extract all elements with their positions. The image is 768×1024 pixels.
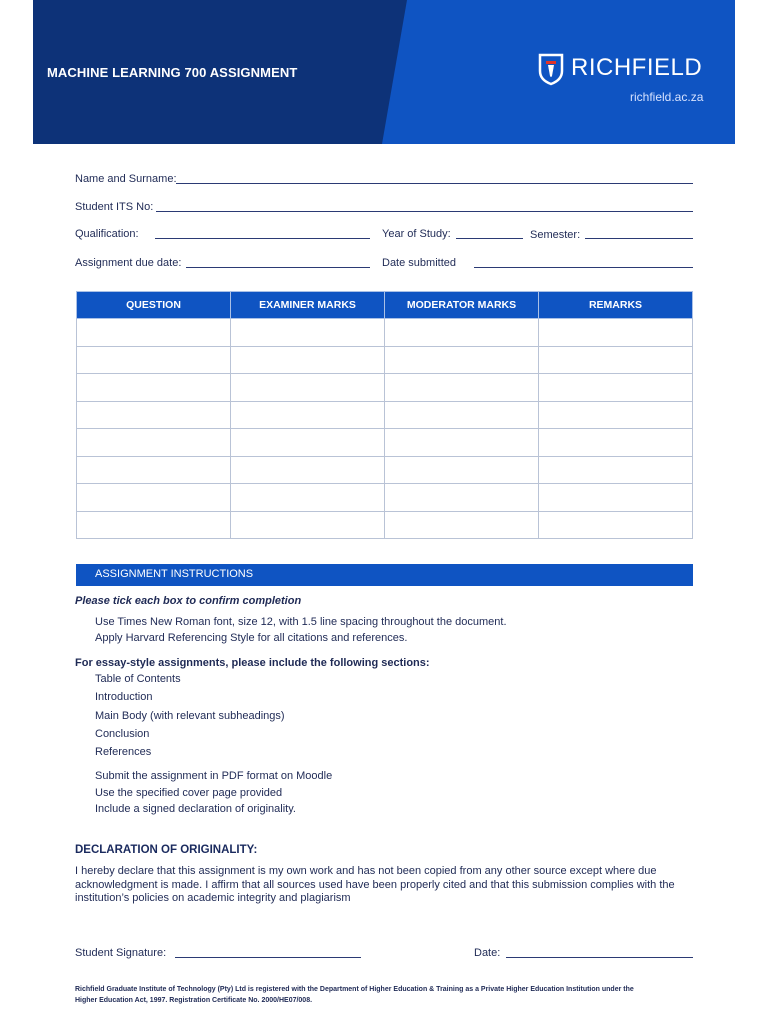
instruction-declaration[interactable]: Include a signed declaration of originality.	[95, 803, 296, 815]
document-title: MACHINE LEARNING 700 ASSIGNMENT	[47, 65, 298, 80]
semester-label: Semester:	[530, 229, 581, 241]
declaration-heading: DECLARATION OF ORIGINALITY:	[75, 844, 258, 856]
name-surname-field[interactable]	[176, 183, 693, 184]
instruction-pdf-format[interactable]: Submit the assignment in PDF format on Moodle	[95, 770, 333, 782]
due-date-field[interactable]	[186, 267, 370, 268]
table-cell[interactable]	[385, 374, 539, 402]
table-cell[interactable]	[539, 484, 693, 512]
table-cell[interactable]	[77, 484, 231, 512]
website-label: richfield.ac.za	[630, 90, 704, 104]
year-of-study-field[interactable]	[456, 238, 523, 239]
table-cell[interactable]	[385, 319, 539, 347]
table-cell[interactable]	[539, 511, 693, 539]
instruction-font[interactable]: Use Times New Roman font, size 12, with 1.5 line spacing throughout the document.	[95, 616, 507, 628]
header-banner	[33, 0, 735, 144]
table-row	[77, 429, 693, 457]
table-cell[interactable]	[231, 401, 385, 429]
table-cell[interactable]	[539, 456, 693, 484]
table-cell[interactable]	[77, 346, 231, 374]
table-cell[interactable]	[77, 429, 231, 457]
table-cell[interactable]	[231, 429, 385, 457]
table-cell[interactable]	[77, 401, 231, 429]
marks-table-header-row	[77, 292, 693, 319]
table-row	[77, 374, 693, 402]
brand-name: RICHFIELD	[571, 54, 703, 81]
table-cell[interactable]	[385, 429, 539, 457]
table-cell[interactable]	[77, 456, 231, 484]
semester-field[interactable]	[585, 238, 693, 239]
essay-prompt: For essay-style assignments, please include the following sections:	[75, 657, 430, 669]
date-submitted-label: Date submitted	[382, 257, 456, 269]
footer-registration-text: Richfield Graduate Institute of Technology (Pty) Ltd is registered with the Department of Higher Education & Training as a Private Higher Education Institution under the Higher Education Act, 1997. Registration Certificate No. 2000/HE07/008.	[75, 986, 634, 1004]
column-header-examiner-marks: EXAMINER MARKS	[231, 292, 385, 319]
signature-date-field[interactable]	[506, 957, 693, 958]
table-cell[interactable]	[231, 484, 385, 512]
instruction-referencing[interactable]: Apply Harvard Referencing Style for all citations and references.	[95, 632, 408, 644]
signature-date-label: Date:	[474, 947, 501, 959]
table-row	[77, 456, 693, 484]
table-row	[77, 511, 693, 539]
instruction-cover-page[interactable]: Use the specified cover page provided	[95, 787, 283, 799]
qualification-field[interactable]	[155, 238, 370, 239]
marks-table	[76, 291, 693, 539]
date-submitted-field[interactable]	[474, 267, 693, 268]
table-cell[interactable]	[539, 346, 693, 374]
section-table-of-contents[interactable]: Table of Contents	[95, 673, 181, 685]
table-cell[interactable]	[385, 401, 539, 429]
table-cell[interactable]	[385, 346, 539, 374]
table-row	[77, 346, 693, 374]
column-header-moderator-marks: MODERATOR MARKS	[385, 292, 539, 319]
table-cell[interactable]	[231, 346, 385, 374]
due-date-label: Assignment due date:	[75, 257, 182, 269]
richfield-logo	[538, 52, 728, 112]
section-references[interactable]: References	[95, 746, 152, 758]
column-header-remarks: REMARKS	[539, 292, 693, 319]
student-its-field[interactable]	[156, 211, 693, 212]
instructions-heading-bar	[76, 564, 693, 586]
table-cell[interactable]	[231, 511, 385, 539]
instructions-heading: ASSIGNMENT INSTRUCTIONS	[95, 568, 254, 580]
student-signature-field[interactable]	[175, 957, 361, 958]
table-cell[interactable]	[77, 374, 231, 402]
table-cell[interactable]	[385, 456, 539, 484]
table-row	[77, 401, 693, 429]
table-row	[77, 484, 693, 512]
declaration-text: I hereby declare that this assignment is my own work and has not been copied from any other source except where due acknowledgment is made. I affirm that all sources used have been properly cited and that this submission complies with the institution’s policies on academic integrity and plagiarism	[75, 865, 675, 904]
section-introduction[interactable]: Introduction	[95, 691, 153, 703]
table-cell[interactable]	[539, 429, 693, 457]
section-conclusion[interactable]: Conclusion	[95, 728, 150, 740]
table-cell[interactable]	[385, 484, 539, 512]
shield-icon	[538, 52, 564, 86]
column-header-question: QUESTION	[77, 292, 231, 319]
student-signature-label: Student Signature:	[75, 947, 167, 959]
name-surname-label: Name and Surname:	[75, 173, 177, 185]
table-cell[interactable]	[231, 456, 385, 484]
table-cell[interactable]	[539, 374, 693, 402]
table-cell[interactable]	[77, 319, 231, 347]
table-row	[77, 319, 693, 347]
year-of-study-label: Year of Study:	[382, 228, 451, 240]
tick-prompt: Please tick each box to confirm completion	[75, 595, 302, 607]
table-cell[interactable]	[231, 319, 385, 347]
table-cell[interactable]	[539, 319, 693, 347]
table-cell[interactable]	[539, 401, 693, 429]
qualification-label: Qualification:	[75, 228, 139, 240]
section-main-body[interactable]: Main Body (with relevant subheadings)	[95, 710, 285, 722]
table-cell[interactable]	[77, 511, 231, 539]
table-cell[interactable]	[231, 374, 385, 402]
table-cell[interactable]	[385, 511, 539, 539]
student-its-label: Student ITS No:	[75, 201, 154, 213]
